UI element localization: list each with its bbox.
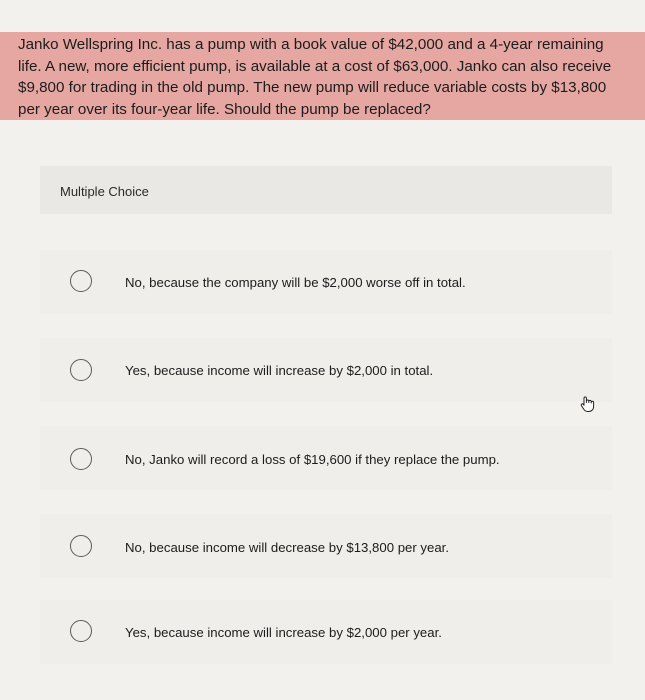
question-text: Janko Wellspring Inc. has a pump with a book value of $42,000 and a 4-year remaining life. A new, more efficient pump, is available at a cost of $63,000. Janko can also receive $9,800 for trading in the old pump. The new pump will reduce variable costs by $13,800 per year over its four-year life. Should the pump be replaced? [0,32,645,120]
radio-button-3[interactable] [70,448,92,470]
choice-label-5[interactable]: Yes, because income will increase by $2,000 per year. [125,625,442,640]
radio-button-1[interactable] [70,270,92,292]
choice-label-3[interactable]: No, Janko will record a loss of $19,600 if they replace the pump. [125,452,500,467]
choice-label-2[interactable]: Yes, because income will increase by $2,000 in total. [125,363,434,378]
radio-button-2[interactable] [70,359,92,381]
radio-button-5[interactable] [70,620,92,642]
choice-label-4[interactable]: No, because income will decrease by $13,800 per year. [125,540,450,555]
multiple-choice-label: Multiple Choice [60,184,149,199]
choice-label-1[interactable]: No, because the company will be $2,000 worse off in total. [125,275,466,290]
radio-button-4[interactable] [70,535,92,557]
hand-pointer-icon [578,394,598,414]
